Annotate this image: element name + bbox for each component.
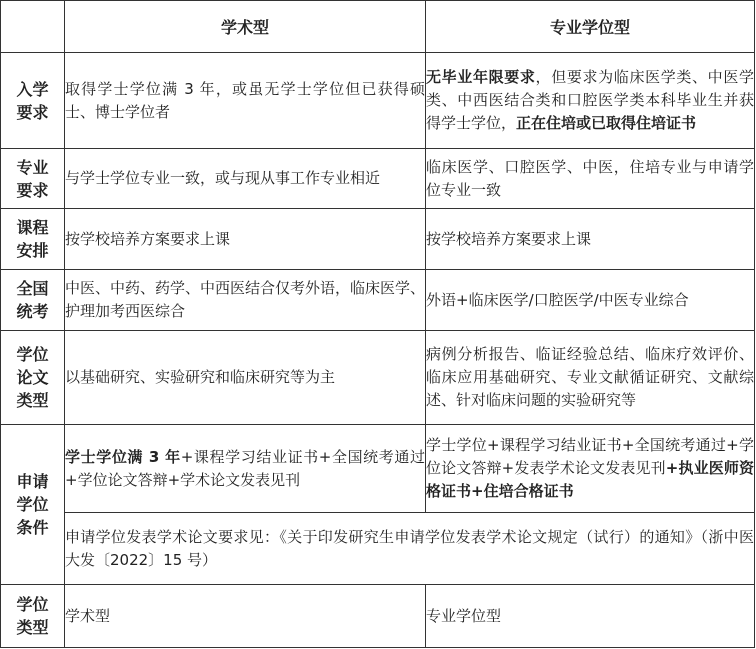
row-admission bbox=[1, 53, 755, 149]
row-label-major: 专业 要求 bbox=[1, 149, 65, 209]
exam-professional: 外语+临床医学/口腔医学/中医专业综合 bbox=[426, 270, 755, 331]
thesis-professional: 病例分析报告、临证经验总结、临床疗效评价、临床应用基础研究、专业文献循证研究、文献综述、针对临床问题的实验研究等 bbox=[426, 331, 755, 425]
conditions-professional bbox=[426, 425, 755, 513]
admission-no-limit: 无毕业年限要求 bbox=[426, 68, 536, 86]
row-label-admission: 入学 要求 bbox=[1, 53, 65, 149]
exam-academic: 中医、中药、药学、中西医结合仅考外语，临床医学、护理加考西医综合 bbox=[65, 270, 426, 331]
conditions-academic bbox=[65, 425, 426, 513]
row-major bbox=[1, 149, 755, 209]
row-exam bbox=[1, 270, 755, 331]
degree-type-academic: 学术型 bbox=[65, 585, 426, 648]
admission-professional bbox=[426, 53, 755, 149]
header-professional: 专业学位型 bbox=[426, 1, 755, 53]
courses-professional: 按学校培养方案要求上课 bbox=[426, 209, 755, 270]
conditions-professional-text: 学士学位+课程学习结业证书+全国统考通过+学位论文答辩+发表学术论文发表见刊 bbox=[426, 436, 754, 477]
major-academic: 与学士学位专业一致，或与现从事工作专业相近 bbox=[65, 149, 426, 209]
row-label-courses: 课程 安排 bbox=[1, 209, 65, 270]
row-label-degree-type: 学位 类型 bbox=[1, 585, 65, 648]
conditions-note: 申请学位发表学术论文要求见：《关于印发研究生申请学位发表学术论文规定（试行）的通知》（浙中医大发〔2022〕15 号） bbox=[65, 513, 755, 585]
conditions-certificates: +执业医师资格证书+住培合格证书 bbox=[426, 459, 754, 500]
row-degree-type bbox=[1, 585, 755, 648]
thesis-academic: 以基础研究、实验研究和临床研究等为主 bbox=[65, 331, 426, 425]
conditions-academic-text: +课程学习结业证书+全国统考通过+学位论文答辩+学术论文发表见刊 bbox=[65, 447, 425, 489]
admission-residency: 正在住培或已取得住培证书 bbox=[516, 114, 697, 132]
row-label-thesis: 学位 论文 类型 bbox=[1, 331, 65, 425]
header-row bbox=[1, 1, 755, 53]
header-academic: 学术型 bbox=[65, 1, 426, 53]
row-thesis bbox=[1, 331, 755, 425]
corner-cell bbox=[1, 1, 65, 53]
row-label-conditions: 申请 学位 条件 bbox=[1, 425, 65, 585]
degree-type-professional: 专业学位型 bbox=[426, 585, 755, 648]
row-conditions-note bbox=[1, 513, 755, 585]
courses-academic: 按学校培养方案要求上课 bbox=[65, 209, 426, 270]
admission-academic: 取得学士学位满 3 年，或虽无学士学位但已获得硕士、博士学位者 bbox=[65, 53, 426, 149]
admission-requirement-text: ，但要求为临床医学类、中医学类、中西医结合类和口腔医学类本科毕业生并获得学士学位， bbox=[426, 68, 754, 132]
conditions-years: 学士学位满 3 年 bbox=[65, 447, 181, 466]
row-label-exam: 全国 统考 bbox=[1, 270, 65, 331]
row-courses bbox=[1, 209, 755, 270]
row-conditions bbox=[1, 425, 755, 513]
major-professional: 临床医学、口腔医学、中医，住培专业与申请学位专业一致 bbox=[426, 149, 755, 209]
